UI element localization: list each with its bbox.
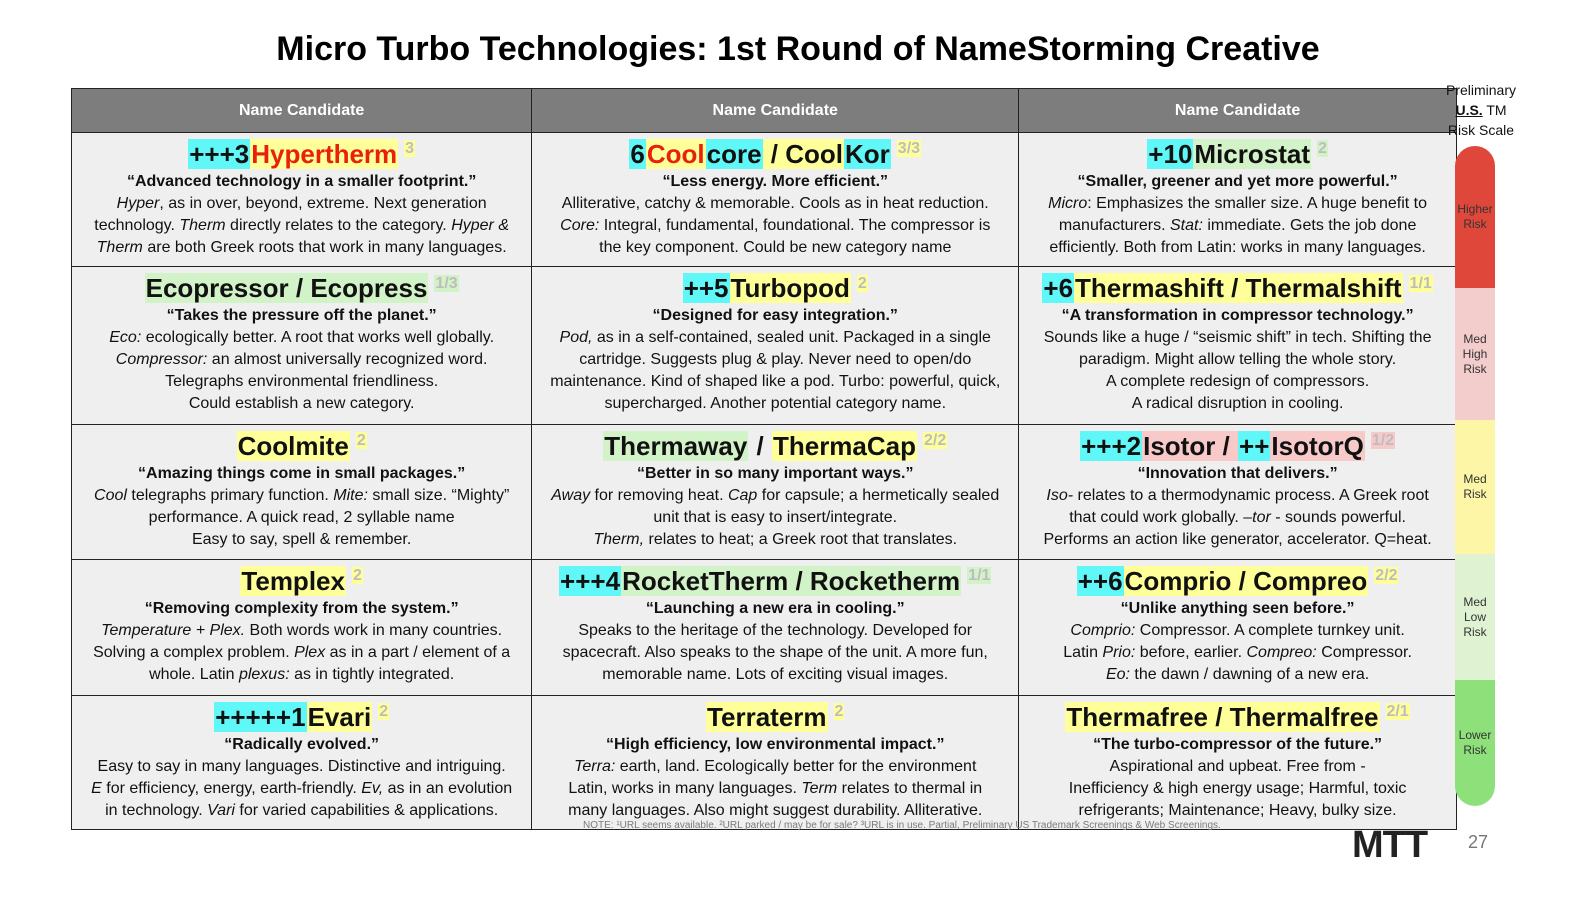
description-text: relates to thermal in	[837, 779, 983, 797]
candidate-name-part: Cool	[646, 139, 705, 169]
candidate-tagline: “Launching a new era in cooling.”	[645, 600, 905, 618]
description-text: telegraphs primary function.	[126, 486, 334, 504]
candidate-description-line	[1023, 215, 1452, 237]
description-text: Stat:	[1169, 217, 1203, 234]
table-header-row	[72, 89, 1457, 133]
candidate-tagline: “Advanced technology in a smaller footprint.”	[126, 173, 477, 190]
candidate-name-part: RocketTherm / Rocketherm	[622, 566, 961, 597]
candidate-description-line	[76, 756, 527, 778]
candidate-description-line	[1023, 778, 1452, 800]
candidate-name-part: / Cool	[763, 139, 844, 169]
candidate-name	[1023, 700, 1452, 734]
candidate-description-line	[76, 215, 527, 237]
candidate-name	[76, 564, 527, 598]
column-header: Name Candidate	[532, 89, 1019, 133]
description-text: Hyper	[116, 195, 160, 212]
description-text: ecologically better. A root that works well globally.	[141, 329, 495, 347]
name-candidate-cell	[1019, 560, 1457, 695]
name-candidate-cell	[72, 424, 532, 559]
description-text: technology.	[94, 217, 180, 234]
description-text: that could work globally.	[1069, 508, 1244, 526]
table-row	[72, 267, 1457, 424]
candidate-name-part: +++4	[560, 566, 621, 597]
name-candidate-cell	[72, 267, 532, 424]
column-header: Name Candidate	[72, 89, 532, 133]
description-text: for varied capabilities & applications.	[234, 801, 499, 819]
candidate-description-line	[76, 485, 527, 507]
description-text: Temperature + Plex.	[101, 622, 246, 640]
candidate-name	[536, 564, 1014, 598]
candidate-name-part: Evari	[307, 701, 372, 732]
risk-level-segment	[1455, 680, 1495, 806]
description-text: relates to heat; a Greek root that translates.	[644, 530, 958, 548]
description-text: Plex	[294, 644, 326, 662]
description-text: memorable name. Lots of exciting visual images.	[602, 666, 949, 684]
name-candidate-cell	[1019, 267, 1457, 424]
description-text: for capsule; a hermetically sealed	[757, 486, 1000, 504]
candidate-tagline: “Smaller, greener and yet more powerful.”	[1077, 173, 1398, 190]
description-text: whole. Latin	[149, 666, 239, 684]
description-text: Therm	[96, 239, 143, 256]
description-text: maintenance. Kind of shaped like a pod. Turbo: powerful, quick,	[550, 373, 1001, 391]
description-text: Terra:	[574, 757, 616, 775]
risk-level-label: Med Low Risk	[1463, 594, 1487, 639]
candidate-description-line	[536, 664, 1014, 686]
candidate-name-part: Thermafree / Thermalfree	[1066, 701, 1379, 732]
candidate-description-line	[1023, 237, 1452, 259]
description-text: before, earlier.	[1135, 644, 1247, 662]
candidate-description-line	[1023, 642, 1452, 664]
risk-rating: 1/3	[435, 274, 458, 292]
description-text: Core:	[560, 217, 600, 234]
risk-rating: 2/2	[924, 431, 947, 449]
description-text: cartridge. Suggests plug & play. Never need to open/do	[579, 351, 972, 369]
description-text: , as in over, beyond, extreme. Next generation	[159, 195, 487, 212]
name-candidate-cell	[1019, 424, 1457, 559]
description-text: Compressor:	[115, 351, 208, 369]
description-text: Ev,	[361, 779, 384, 797]
candidate-name-part: Thermaway	[604, 430, 748, 461]
candidate-name-part: core	[706, 139, 762, 169]
table-row	[72, 695, 1457, 829]
candidate-description-line	[1023, 800, 1452, 822]
candidate-description-line	[76, 327, 527, 349]
description-text: Therm	[179, 217, 226, 234]
name-candidate-cell	[72, 695, 532, 829]
description-text: Mite:	[333, 486, 368, 504]
name-candidate-cell	[532, 695, 1019, 829]
candidate-description-line	[1023, 507, 1452, 529]
description-text: Latin	[1063, 644, 1103, 662]
candidate-name-part: IsotorQ	[1271, 430, 1364, 461]
description-text: plexus:	[238, 666, 290, 684]
description-text: as in tightly integrated.	[289, 666, 455, 684]
candidate-description-line	[536, 778, 1014, 800]
description-text: manufacturers.	[1058, 217, 1170, 234]
name-candidate-cell	[532, 560, 1019, 695]
description-text: as in a self-contained, sealed unit. Packaged in a single	[592, 329, 991, 347]
candidate-name-part: Thermashift / Thermalshift	[1075, 273, 1402, 304]
candidate-name-part: Terraterm	[707, 701, 827, 732]
risk-level-segment	[1455, 288, 1495, 420]
candidate-name-part: Templex	[241, 566, 345, 597]
description-text: –tor	[1243, 508, 1271, 526]
description-text: Performs an action like generator, accelerator. Q=heat.	[1043, 530, 1432, 548]
description-text: Sounds like a huge / “seismic shift” in tech. Shifting the	[1043, 329, 1432, 347]
description-text: Iso-	[1046, 486, 1074, 504]
description-text: Cap	[727, 486, 758, 504]
candidate-tagline: “Amazing things come in small packages.”	[138, 464, 466, 482]
description-text: Hyper &	[451, 217, 509, 234]
risk-rating: 2/1	[1386, 702, 1409, 720]
description-text: Inefficiency & high energy usage; Harmful, toxic	[1068, 779, 1407, 797]
risk-rating: 2	[379, 702, 389, 720]
description-text: - sounds powerful.	[1270, 508, 1406, 526]
description-text: Telegraphs environmental friendliness.	[165, 373, 439, 391]
candidate-description-line	[1023, 393, 1452, 415]
description-text: the dawn / dawning of a new era.	[1129, 666, 1370, 684]
candidate-name-part: Ecopressor / Ecopress	[145, 273, 428, 304]
description-text: Vari	[207, 801, 235, 819]
description-text: Compreo:	[1246, 644, 1317, 662]
candidate-description-line	[536, 393, 1014, 415]
name-candidate-cell	[72, 560, 532, 695]
description-text: many languages. Also might suggest durability. Alliterative.	[568, 801, 983, 819]
candidate-tagline: “Better in so many important ways.”	[636, 464, 914, 482]
candidate-name-part: +++2	[1081, 430, 1142, 461]
candidate-name-part: /	[749, 430, 771, 461]
risk-level-segment	[1455, 554, 1495, 680]
description-text: Compressor. A complete turnkey unit.	[1135, 622, 1405, 640]
candidate-description-line	[76, 349, 527, 371]
risk-level-segment	[1455, 420, 1495, 554]
risk-rating: 1/1	[968, 567, 991, 585]
footnote: NOTE: ¹URL seems available. ²URL parked / may be for sale? ³URL is in use. Partial, Preliminary US Trademark Screenings & Web Screenings.	[583, 820, 1221, 831]
candidate-description-line	[1023, 349, 1452, 371]
description-text: performance. A quick read, 2 syllable name	[148, 508, 455, 526]
candidate-description-line	[76, 529, 527, 551]
description-text: unit that is easy to insert/integrate.	[653, 508, 898, 526]
table-row	[72, 560, 1457, 695]
candidate-description-line	[536, 371, 1014, 393]
description-text: relates to a thermodynamic process. A Greek root	[1073, 486, 1429, 504]
candidate-description-line	[76, 800, 527, 822]
description-text: Solving a complex problem.	[93, 644, 295, 662]
candidate-name	[536, 137, 1014, 171]
risk-rating: 1/1	[1409, 274, 1432, 292]
candidate-description-line	[1023, 485, 1452, 507]
candidate-name-part: ++5	[683, 273, 729, 304]
description-text: Aspirational and upbeat. Free from -	[1109, 757, 1366, 775]
candidate-name	[1023, 271, 1452, 305]
name-candidate-cell	[72, 133, 532, 267]
name-candidate-cell	[1019, 133, 1457, 267]
candidate-name	[1023, 137, 1452, 171]
table-row	[72, 424, 1457, 559]
description-text: for efficiency, energy, earth-friendly.	[101, 779, 362, 797]
risk-rating: 2	[857, 274, 867, 292]
candidate-description-line	[536, 215, 1014, 237]
description-text: immediate. Gets the job done	[1202, 217, 1417, 234]
candidate-tagline: “Unlike anything seen before.”	[1120, 600, 1355, 618]
candidate-description-line	[1023, 756, 1452, 778]
candidate-name-part: ++	[1239, 430, 1270, 461]
candidate-tagline: “Takes the pressure off the planet.”	[166, 307, 437, 325]
candidate-description-line	[1023, 529, 1452, 551]
candidate-name-part: Turbopod	[730, 273, 850, 304]
risk-rating: 2/2	[1375, 567, 1398, 585]
description-text: as in a part / element of a	[325, 644, 511, 662]
candidate-name-part: +10	[1148, 139, 1193, 169]
candidate-name-part: +6	[1043, 273, 1074, 304]
candidate-tagline: “Radically evolved.”	[224, 735, 380, 753]
candidate-description-line	[536, 193, 1014, 215]
candidate-name-part: Comprio / Compreo	[1124, 566, 1368, 597]
candidate-description-line	[76, 620, 527, 642]
description-text: : Emphasizes the smaller size. A huge benefit to	[1087, 195, 1428, 212]
name-candidates-table	[71, 88, 1457, 830]
description-text: as in an evolution	[383, 779, 513, 797]
candidate-name-part: Hypertherm	[251, 139, 398, 169]
name-candidate-cell	[532, 267, 1019, 424]
candidate-name	[76, 137, 527, 171]
risk-rating: 1/2	[1371, 431, 1395, 449]
description-text: earth, land. Ecologically better for the environment	[615, 757, 977, 775]
candidate-tagline: “A transformation in compressor technology.”	[1061, 307, 1414, 325]
description-text: Easy to say in many languages. Distinctive and intriguing.	[97, 757, 506, 775]
risk-level-label: Med High Risk	[1462, 331, 1488, 376]
description-text: in technology.	[105, 801, 208, 819]
name-candidate-cell	[1019, 695, 1457, 829]
description-text: Alliterative, catchy & memorable. Cools as in heat reduction.	[561, 195, 989, 212]
description-text: Prio:	[1102, 644, 1136, 662]
risk-level-label: Higher Risk	[1457, 202, 1493, 231]
description-text: E	[91, 779, 102, 797]
candidate-name-part: Isotor /	[1143, 430, 1238, 461]
description-text: Eco:	[109, 329, 142, 347]
candidate-description-line	[76, 393, 527, 415]
description-text: directly relates to the category.	[225, 217, 452, 234]
description-text: Micro	[1048, 195, 1088, 212]
description-text: A complete redesign of compressors.	[1105, 373, 1370, 391]
candidate-name-part: Microstat	[1194, 139, 1310, 169]
candidate-name	[536, 271, 1014, 305]
candidate-tagline: “The turbo-compressor of the future.”	[1093, 735, 1383, 753]
candidate-description-line	[76, 664, 527, 686]
risk-level-segment	[1455, 146, 1495, 288]
table-row	[72, 133, 1457, 267]
name-candidate-cell	[532, 424, 1019, 559]
risk-rating: 2	[356, 431, 366, 449]
mtt-logo: MTT	[1352, 824, 1428, 866]
candidate-description-line	[536, 756, 1014, 778]
candidate-description-line	[76, 371, 527, 393]
candidate-description-line	[536, 642, 1014, 664]
candidate-tagline: “Removing complexity from the system.”	[144, 600, 459, 618]
description-text: Integral, fundamental, foundational. The compressor is	[599, 217, 991, 234]
candidate-description-line	[536, 507, 1014, 529]
candidate-name-part: +++++1	[215, 701, 306, 732]
description-text: small size. “Mighty”	[367, 486, 510, 504]
candidate-tagline: “Less energy. More efficient.”	[662, 173, 889, 190]
candidate-description-line	[76, 642, 527, 664]
description-text: supercharged. Another potential category name.	[604, 395, 947, 413]
risk-rating: 3/3	[897, 140, 921, 158]
candidate-name	[536, 700, 1014, 734]
risk-level-label: Med Risk	[1463, 472, 1487, 501]
description-text: Both words work in many countries.	[245, 622, 503, 640]
name-candidate-cell	[532, 133, 1019, 267]
description-text: Cool	[94, 486, 127, 504]
candidate-description-line	[1023, 327, 1452, 349]
risk-scale-heading: Preliminary U.S. TM Risk Scale	[1445, 82, 1516, 138]
description-text: Easy to say, spell & remember.	[191, 530, 412, 548]
description-text: an almost universally recognized word.	[207, 351, 488, 369]
description-text: Pod,	[559, 329, 593, 347]
candidate-name-part: Kor	[845, 139, 890, 169]
candidate-description-line	[536, 485, 1014, 507]
candidate-name	[76, 700, 527, 734]
description-text: Comprio:	[1070, 622, 1136, 640]
description-text: Compressor.	[1316, 644, 1412, 662]
candidate-description-line	[1023, 193, 1452, 215]
candidate-name	[76, 429, 527, 463]
description-text: the key component. Could be new category name	[599, 239, 952, 256]
candidate-description-line	[1023, 620, 1452, 642]
candidate-description-line	[76, 193, 527, 215]
page-number: 27	[1468, 832, 1489, 852]
candidate-name-part: 6	[630, 139, 645, 169]
candidate-tagline: “Designed for easy integration.”	[652, 307, 898, 325]
description-text: A radical disruption in cooling.	[1131, 395, 1344, 413]
description-text: efficiently. Both from Latin: works in many languages.	[1049, 239, 1426, 256]
candidate-description-line	[536, 620, 1014, 642]
candidate-name-part: ThermaCap	[772, 430, 917, 461]
description-text: are both Greek roots that work in many languages.	[142, 239, 507, 256]
description-text: Therm,	[593, 530, 645, 548]
candidate-name	[76, 271, 527, 305]
candidate-description-line	[1023, 664, 1452, 686]
candidate-name-part: Coolmite	[237, 430, 349, 461]
candidate-description-line	[536, 237, 1014, 259]
description-text: spacecraft. Also speaks to the shape of the unit. A more fun,	[562, 644, 988, 662]
candidate-tagline: “Innovation that delivers.”	[1137, 464, 1338, 482]
candidate-description-line	[536, 800, 1014, 822]
description-text: Away	[551, 486, 591, 504]
candidate-name	[536, 429, 1014, 463]
candidate-description-line	[1023, 371, 1452, 393]
candidate-description-line	[76, 778, 527, 800]
candidate-tagline: “High efficiency, low environmental impact.”	[606, 735, 945, 753]
candidate-name-part: +++3	[189, 139, 250, 169]
description-text: Eo:	[1105, 666, 1130, 684]
page-title: Micro Turbo Technologies: 1st Round of NameStorming Creative	[276, 30, 1320, 68]
risk-rating: 3	[405, 140, 415, 158]
description-text: Speaks to the heritage of the technology. Developed for	[578, 622, 973, 640]
description-text: Term	[801, 779, 838, 797]
risk-rating: 2	[1317, 140, 1327, 158]
column-header: Name Candidate	[1019, 89, 1457, 133]
candidate-description-line	[76, 237, 527, 259]
description-text: Could establish a new category.	[188, 395, 415, 413]
candidate-description-line	[76, 507, 527, 529]
description-text: Latin, works in many languages.	[568, 779, 802, 797]
description-text: for removing heat.	[590, 486, 728, 504]
risk-scale-bar	[1455, 146, 1495, 806]
candidate-name-part: ++6	[1077, 566, 1123, 597]
candidate-description-line	[536, 349, 1014, 371]
candidate-description-line	[536, 327, 1014, 349]
description-text: refrigerants; Maintenance; Heavy, bulky size.	[1078, 801, 1397, 819]
risk-rating: 2	[834, 702, 844, 720]
description-text: paradigm. Might allow telling the whole story.	[1079, 351, 1397, 369]
risk-level-label: Lower Risk	[1458, 728, 1492, 757]
candidate-name	[1023, 564, 1452, 598]
candidate-description-line	[536, 529, 1014, 551]
risk-rating: 2	[352, 567, 362, 585]
candidate-name	[1023, 429, 1452, 463]
